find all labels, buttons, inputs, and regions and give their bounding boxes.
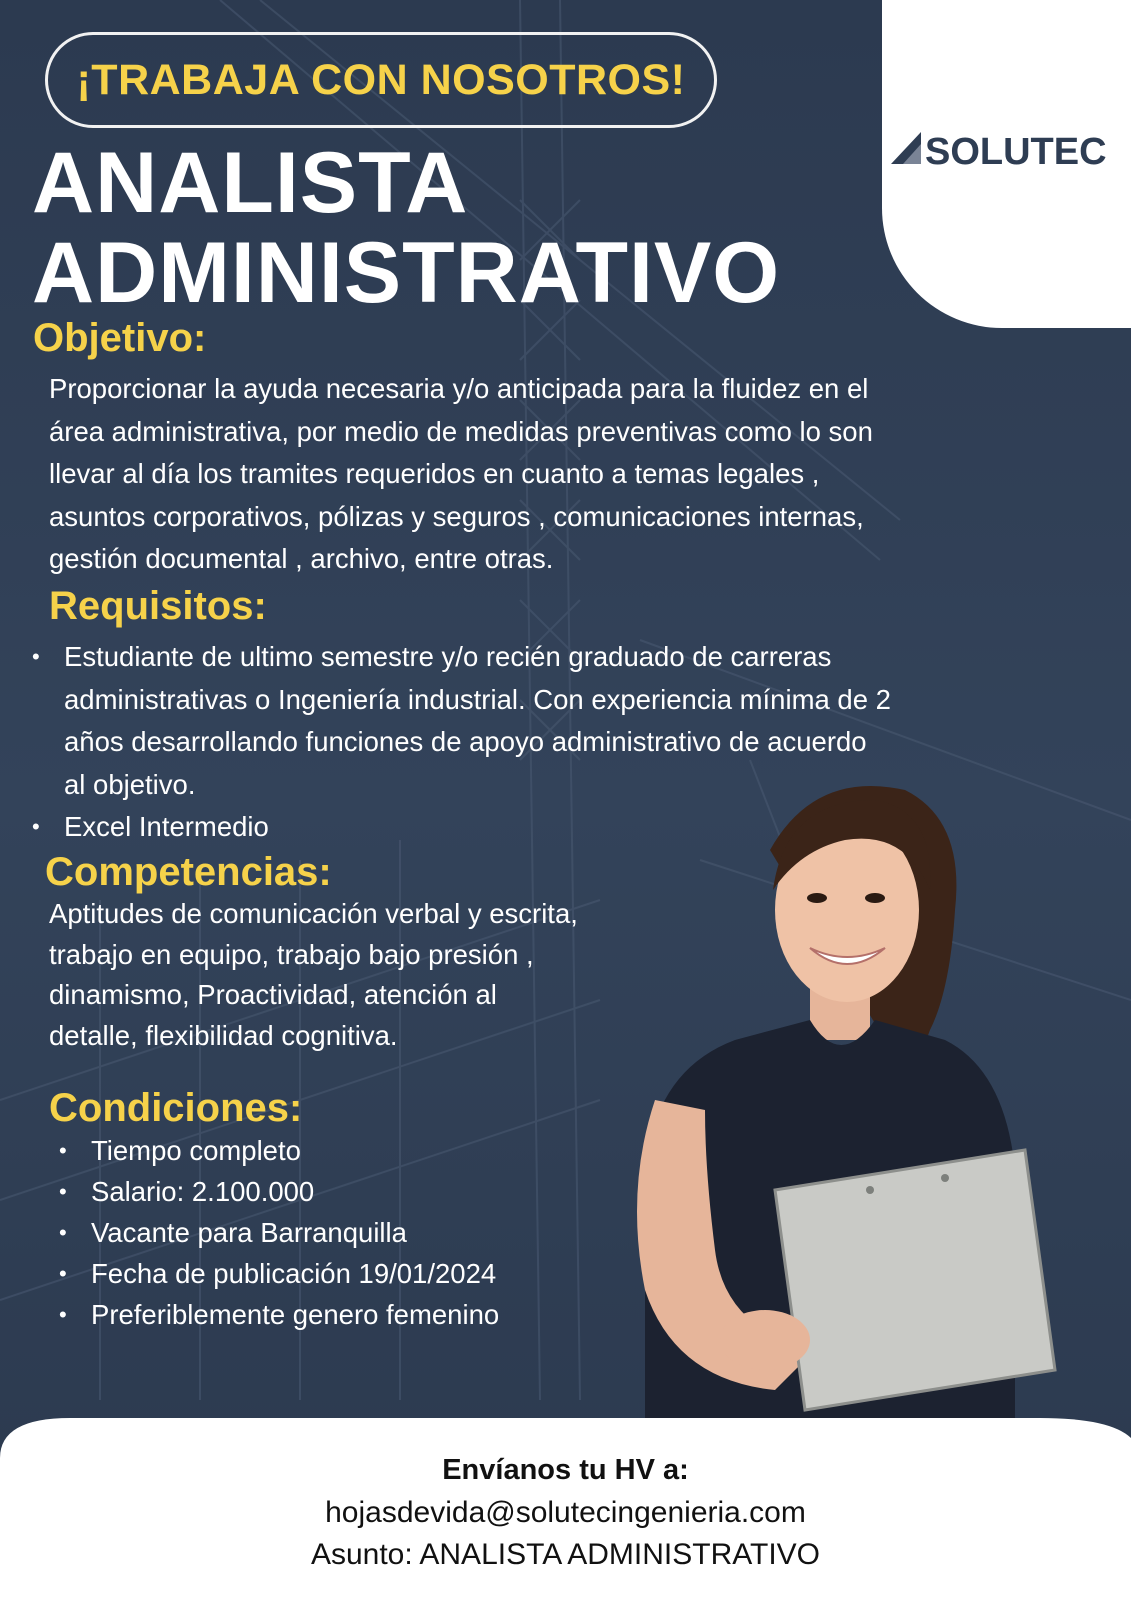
footer-heading: Envíanos tu HV a: <box>442 1454 689 1486</box>
competencias-line: detalle, flexibilidad cognitiva. <box>49 1019 398 1051</box>
objetivo-line: Proporcionar la ayuda necesaria y/o anticipada para la fluidez en el <box>49 373 869 404</box>
list-item: • Salario: 2.100.000 <box>55 1171 499 1212</box>
requisito-line: • Excel Intermedio <box>64 811 269 842</box>
condiciones-list <box>55 1130 499 1335</box>
job-title <box>32 135 781 321</box>
competencias-heading: Competencias: <box>45 850 332 894</box>
woman-with-clipboard-photo <box>585 770 1085 1420</box>
list-item: • Tiempo completo <box>55 1130 499 1171</box>
competencias-text <box>49 894 578 1056</box>
objetivo-line: asuntos corporativos, pólizas y seguros , comunicaciones internas, <box>49 500 864 532</box>
solutec-logo <box>891 124 1121 172</box>
objetivo-line: área administrativa, por medio de medidas preventivas como lo son <box>49 415 873 447</box>
logo-text: SOLUTEC <box>925 131 1107 172</box>
list-item: • Vacante para Barranquilla <box>55 1212 499 1253</box>
list-item: • Preferiblemente genero femenino <box>55 1294 499 1335</box>
objetivo-text <box>49 368 873 581</box>
contact-email[interactable]: hojasdevida@solutecingenieria.com <box>325 1496 806 1529</box>
requisito-line: al objetivo. <box>64 768 196 800</box>
requisito-line: • Estudiante de ultimo semestre y/o recién graduado de carreras <box>64 641 832 672</box>
requisito-line: años desarrollando funciones de apoyo administrativo de acuerdo <box>64 726 867 757</box>
objetivo-line: llevar al día los tramites requeridos en cuanto a temas legales , <box>49 458 820 489</box>
banner-text: ¡TRABAJA CON NOSOTROS! <box>76 55 686 104</box>
list-item: • Fecha de publicación 19/01/2024 <box>55 1253 499 1294</box>
job-title-line-2: ADMINISTRATIVO <box>32 225 781 321</box>
condiciones-heading: Condiciones: <box>49 1086 303 1130</box>
requisitos-heading: Requisitos: <box>49 584 267 628</box>
objetivo-heading: Objetivo: <box>33 316 207 360</box>
requisito-line: administrativas o Ingeniería industrial. Con experiencia mínima de 2 <box>64 683 891 715</box>
email-subject: Asunto: ANALISTA ADMINISTRATIVO <box>310 1538 821 1571</box>
work-with-us-banner <box>45 32 717 128</box>
objetivo-line: gestión documental , archivo, entre otras. <box>49 543 554 574</box>
job-title-line-1: ANALISTA <box>32 135 469 231</box>
competencias-line: Aptitudes de comunicación verbal y escrita, <box>49 898 578 929</box>
competencias-line: dinamismo, Proactividad, atención al <box>49 979 497 1010</box>
competencias-line: trabajo en equipo, trabajo bajo presión , <box>49 938 534 970</box>
